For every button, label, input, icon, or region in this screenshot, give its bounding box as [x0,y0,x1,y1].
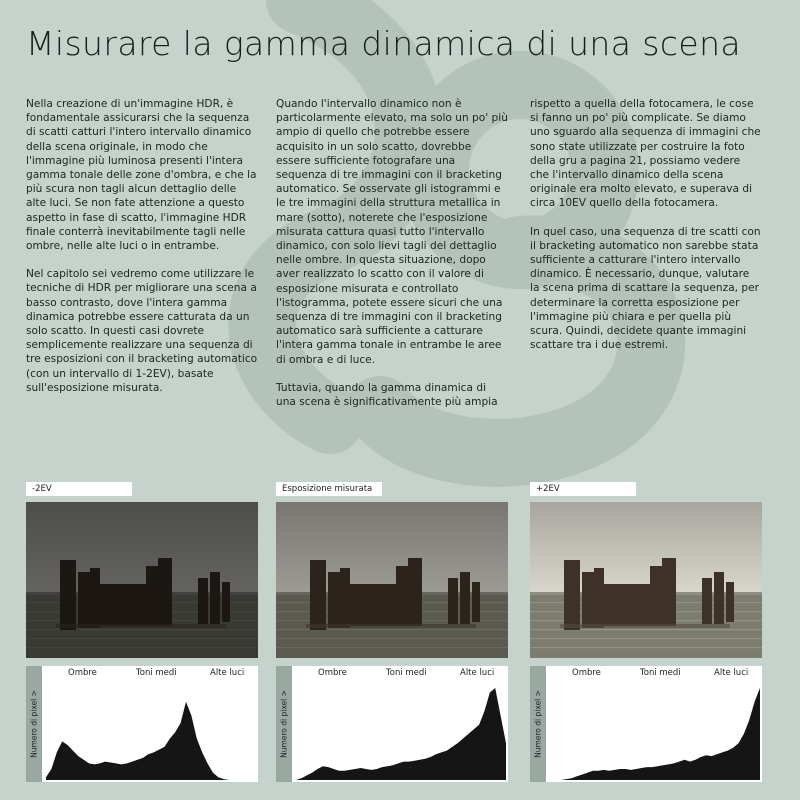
exposure-label: Esposizione misurata [276,482,382,496]
label-shadows: Ombre [318,668,347,678]
paragraph: In quel caso, una sequenza di tre scatti con il bracketing automatico non sarebbe stata sufficiente a catturare l'intero intervallo dinamico. È necessario, dunque, valutare la scena prima di scattare la sequenza, per determinare la corretta esposizione per l'immagine più chiara e per quella più scura. Quindi, decidete quante immagini scattare tra i due estremi. [530,225,761,352]
histogram-plot [296,684,506,780]
text-column-3 [530,97,762,366]
histogram-plot [550,684,760,780]
exposure-label: +2EV [530,482,636,496]
histogram-chart [550,684,760,780]
exposure-panel-minus-2ev [26,482,258,758]
photo-scene [530,502,762,658]
histogram-labels [296,666,508,680]
histogram-labels [46,666,258,680]
histogram-minus-2ev [26,666,258,782]
histogram-y-axis [26,666,42,782]
photo-metered [276,502,508,658]
label-highlights: Alte luci [210,668,245,678]
histogram-y-axis [276,666,292,782]
y-axis-label: Numero di pixel > [533,690,543,758]
label-midtones: Toni medi [640,668,681,678]
exposure-panel-metered [276,482,508,758]
histogram-y-axis [530,666,546,782]
histogram-plot [46,684,256,780]
histogram-chart [46,684,256,780]
histogram-area [550,688,760,780]
y-axis-label: Numero di pixel > [29,690,39,758]
paragraph: Quando l'intervallo dinamico non è particolarmente elevato, ma solo un po' più ampio di quello che potrebbe essere acquisito in un solo scatto, dovrebbe essere sufficiente fotografare una sequenza di tre immagini con il bracketing automatico. Se osservate gli istogrammi e le tre immagini della struttura metallica in mare (sotto), noterete che l'esposizione misurata cattura quasi tutto l'intervallo dinamico, con solo lievi tagli del dettaglio nelle ombre. In questa situazione, dopo aver realizzato lo scatto con il valore di esposizione misurata e controllato l'istogramma, potete essere sicuri che una sequenza di tre immagini con il bracketing automatico sarà sufficiente a catturare l'intera gamma tonale in entrambe le aree di ombra e di luce. [276,98,508,366]
photo-scene [276,502,508,658]
exposure-panel-plus-2ev [530,482,762,758]
y-axis-label: Numero di pixel > [279,690,289,758]
histogram-metered [276,666,508,782]
paragraph: rispetto a quella della fotocamera, le cose si fanno un po' più complicate. Se diamo uno sguardo alla sequenza di immagini che sono state utilizzate per costruire la foto della gru a pagina 21, possiamo vedere che l'intervallo dinamico della scena originale era molto elevato, e superava di circa 10EV quello della fotocamera. [530,98,761,210]
exposure-label: -2EV [26,482,132,496]
histogram-chart [296,684,506,780]
label-midtones: Toni medi [386,668,427,678]
label-shadows: Ombre [572,668,601,678]
label-highlights: Alte luci [714,668,749,678]
histogram-area [46,702,256,780]
text-column-1 [26,97,258,409]
histogram-labels [550,666,762,680]
histogram-area [296,688,506,780]
histogram-plus-2ev [530,666,762,782]
photo-scene [26,502,258,658]
text-column-2 [276,97,508,423]
paragraph: Nel capitolo sei vedremo come utilizzare le tecniche di HDR per migliorare una scena a basso contrasto, dove l'intera gamma dinamica potrebbe essere catturata da un solo scatto. In questi casi dovrete semplicemente realizzare una sequenza di tre esposizioni con il bracketing automatico (con un intervallo di 1-2EV), basate sull'esposizione misurata. [26,268,258,394]
photo-plus-2ev [530,502,762,658]
paragraph: Tuttavia, quando la gamma dinamica di una scena è significativamente più ampia [276,381,498,409]
label-highlights: Alte luci [460,668,495,678]
page-title: Misurare la gamma dinamica di una scena [26,24,742,63]
photo-minus-2ev [26,502,258,658]
label-shadows: Ombre [68,668,97,678]
paragraph: Nella creazione di un'immagine HDR, è fondamentale assicurarsi che la sequenza di scatti catturi l'intero intervallo dinamico della scena originale, in modo che l'immagine più luminosa presenti l'intera gamma tonale delle zone d'ombra, e che la più scura non tagli alcun dettaglio delle alte luci. Se non fate attenzione a questo aspetto in fase di scatto, l'immagine HDR finale conterrà inevitabilmente tagli nelle ombre, nelle alte luci o in entrambe. [26,98,257,253]
label-midtones: Toni medi [136,668,177,678]
